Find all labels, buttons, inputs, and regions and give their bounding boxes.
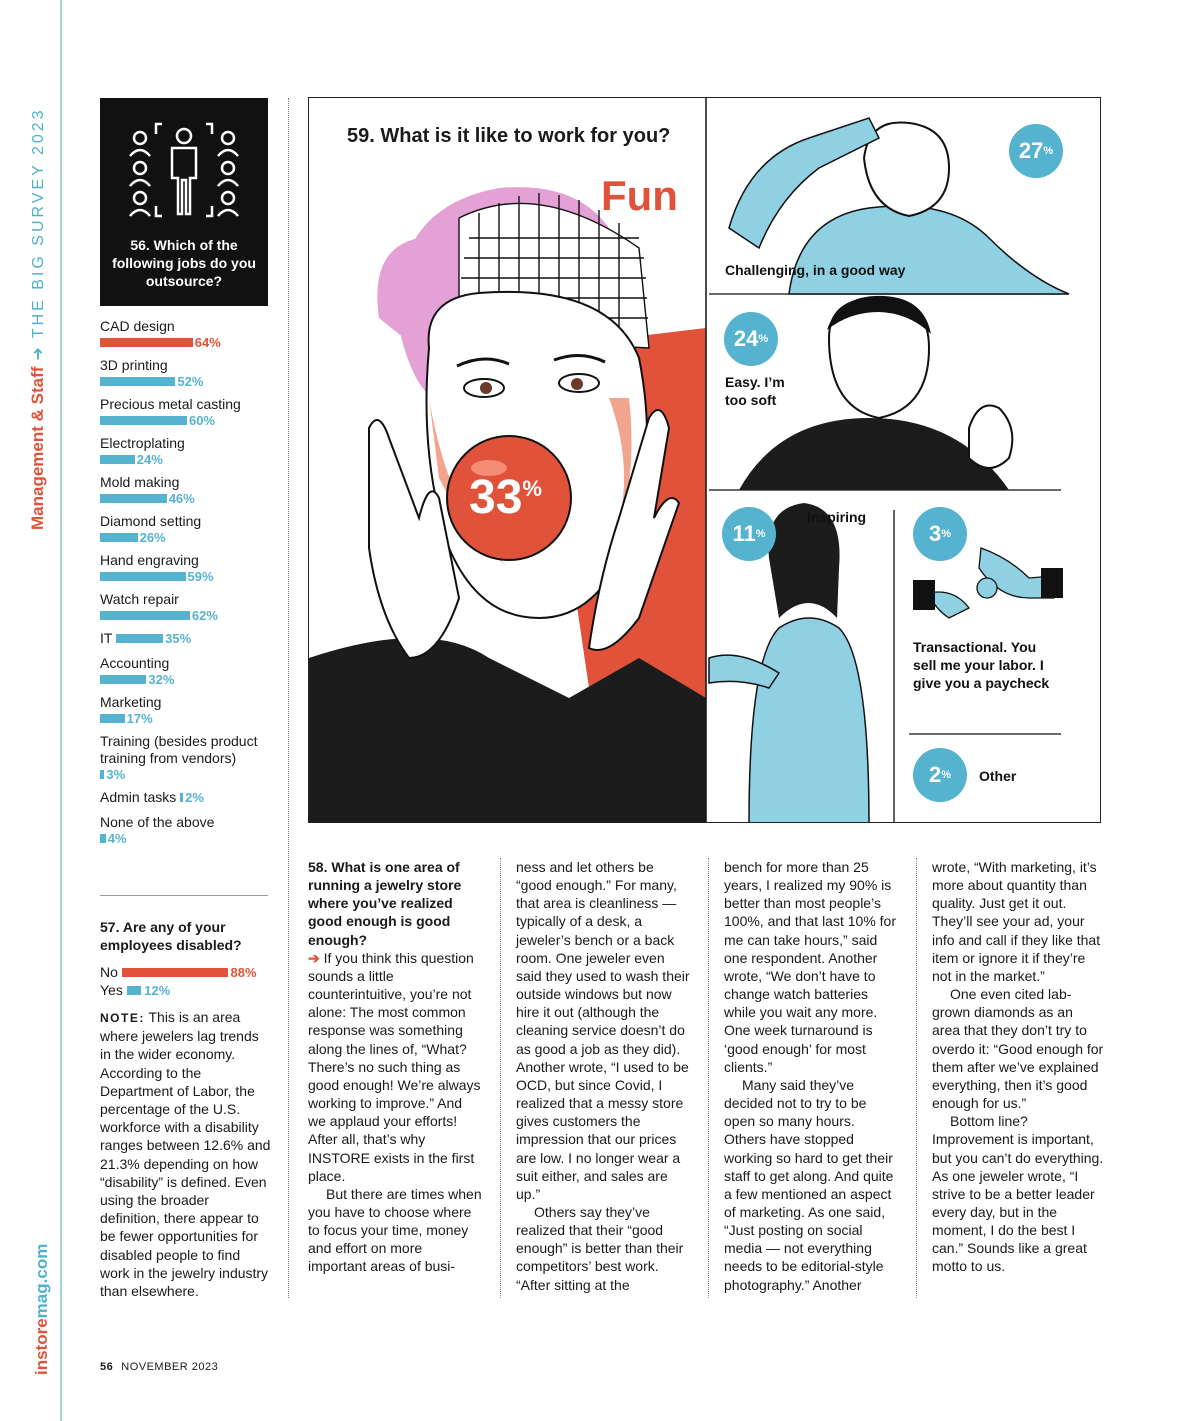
- q57-row-no: [100, 963, 275, 981]
- q56-item: [100, 396, 275, 427]
- column-divider: [288, 98, 289, 1298]
- q56-item-bar-row: [100, 672, 275, 686]
- q56-item: [100, 591, 275, 622]
- q57-yes-pct: 12%: [144, 982, 171, 998]
- q56-item-pct: 35%: [165, 631, 192, 646]
- q56-item-label: CAD design: [100, 318, 175, 334]
- q56-item-label: Watch repair: [100, 591, 179, 607]
- q56-item-bar-row: [100, 452, 275, 466]
- fun-pct-value: 33: [469, 471, 523, 524]
- q56-item-bar: [100, 770, 104, 779]
- q56-item: [100, 474, 275, 505]
- q56-item-bar: [116, 634, 163, 643]
- q57-yes-bar: [127, 986, 141, 995]
- q56-item-label: IT: [100, 630, 113, 646]
- inspiring-label: Inspiring: [807, 509, 867, 525]
- site-name: [22, 1225, 56, 1375]
- column-divider: [708, 858, 709, 1298]
- q56-item-bar: [100, 714, 125, 723]
- article-paragraph: Others say they’ve realized that their “good enough” is better than their competitors’ best work. “After sitting at the: [516, 1203, 684, 1293]
- column-divider: [500, 858, 501, 1298]
- q56-item-label: Electroplating: [100, 435, 185, 451]
- q57-no-pct: 88%: [230, 964, 257, 980]
- article-text: If you think this question sounds a little counterintuitive, you’re not alone: The most common response was something along the lines of, “What? There’s no such thing as good enough! We’re always working to improve.” And we applaud your efforts! After all, that’s why INSTORE exists in the first place.: [308, 949, 481, 1184]
- q56-item-bar: [100, 675, 146, 684]
- q57-title: 57. Are any of your employees disabled?: [100, 919, 242, 953]
- q56-item-bar-row: [100, 711, 275, 725]
- q56-bar-list: [100, 318, 275, 853]
- q56-item: [100, 694, 275, 725]
- q57-no-bar: [122, 968, 228, 977]
- article-paragraph: But there are times when you have to choose where to focus your time, money and effort on more important areas of busi-: [308, 1185, 482, 1275]
- q56-item-bar-row: [100, 491, 275, 505]
- q56-item-pct: 2%: [185, 790, 204, 805]
- fun-label: Fun: [601, 172, 678, 219]
- q56-item-pct: 4%: [107, 830, 127, 846]
- fun-pct-sign: %: [522, 476, 542, 501]
- q56-item-bar-row: [100, 608, 275, 622]
- other-label: Other: [979, 768, 1017, 784]
- transactional-pct-badge: [913, 507, 967, 561]
- q56-item-row: [100, 789, 275, 806]
- q56-item-bar: [180, 793, 183, 802]
- inspiring-pct-sign: %: [755, 528, 766, 540]
- other-pct-badge: [913, 748, 967, 802]
- article-paragraph: Many said they’ve decided not to try to be open so many hours. Others have stopped working so hard to get their staff to get along. And quite a few mentioned an aspect of marketing. As one said, “Just posting on social media — not everything needs to be editorial-style photography.” Another: [724, 1076, 894, 1293]
- q56-item-bar: [100, 533, 138, 542]
- survey-name: THE BIG SURVEY 2023: [30, 107, 47, 339]
- q56-item-label: Precious metal casting: [100, 396, 241, 412]
- q57-yes-label: Yes: [100, 982, 123, 998]
- q56-item-pct: 32%: [148, 671, 175, 687]
- page-number: 56: [100, 1361, 114, 1373]
- q56-item-bar: [100, 416, 187, 425]
- article-column-2: [516, 858, 691, 1294]
- q56-item: [100, 733, 275, 781]
- challenging-pct-badge: [1009, 124, 1063, 178]
- q56-item-pct: 62%: [191, 607, 218, 623]
- q56-item-bar-row: [100, 335, 275, 349]
- q56-item-bar: [100, 834, 106, 843]
- challenging-pct-sign: %: [1043, 145, 1054, 157]
- people-outsourcing-icon: [124, 116, 244, 226]
- article-paragraph: [308, 949, 483, 1185]
- q56-item-label: Marketing: [100, 694, 162, 710]
- easy-pct-badge: [724, 312, 778, 366]
- transactional-label: Transactional. You sell me your labor. I give you a paycheck: [913, 639, 1050, 691]
- q56-item-label: None of the above: [100, 814, 215, 830]
- q56-item-bar: [100, 338, 193, 347]
- q57-no-label: No: [100, 964, 118, 980]
- transactional-pct: 3: [928, 521, 942, 546]
- q56-item: [100, 318, 275, 349]
- article-column-1: [308, 858, 483, 1276]
- divider: [100, 895, 268, 896]
- fun-pct: [469, 470, 542, 525]
- q56-item: [100, 814, 275, 845]
- q56-title: 56. Which of the following jobs do you outsource?: [112, 237, 256, 289]
- q56-item-bar-row: [100, 831, 275, 845]
- article-paragraph: wrote, “With marketing, it’s more about quantity than quality. Just get it out. They’ll see your ad, your info and call if they like that item or ignore it if they’re not in the market.”: [932, 859, 1101, 984]
- q58-title: 58. What is one area of running a jewelry store where you’ve realized good enough is good enough?: [308, 859, 462, 948]
- q56-item-label: Accounting: [100, 655, 170, 671]
- page-footer: [100, 1361, 218, 1373]
- q56-item-pct: 60%: [189, 412, 216, 428]
- q56-item-bar: [100, 494, 167, 503]
- q56-header-box: [100, 98, 268, 306]
- q56-item-row: [100, 630, 275, 647]
- q57-bars: [100, 963, 275, 999]
- q56-item-pct: 59%: [187, 568, 214, 584]
- article-paragraph: Bottom line? Improvement is important, but you can’t do everything. As one jeweler wrote, “I strive to be a better leader every day, but in the moment, I do the best I can.” Sounds like a great motto to us.: [932, 1113, 1104, 1275]
- q56-item-label: Training (besides product training from vendors): [100, 733, 258, 766]
- q57-row-yes: [100, 981, 275, 999]
- section-running-head: [18, 60, 58, 530]
- article-column-3: [724, 858, 899, 1294]
- q56-item: [100, 357, 275, 388]
- q56-item-pct: 3%: [106, 766, 126, 782]
- easy-label: [725, 373, 785, 409]
- q59-title: 59. What is it like to work for you?: [347, 125, 671, 147]
- easy-label-line-2: too soft: [725, 392, 777, 408]
- issue-date: NOVEMBER 2023: [121, 1361, 219, 1373]
- q56-item: [100, 552, 275, 583]
- other-pct: 2: [928, 762, 942, 787]
- q56-item-label: Admin tasks: [100, 789, 177, 805]
- transactional-pct-sign: %: [941, 528, 952, 540]
- other-pct-sign: %: [941, 769, 952, 781]
- inspiring-pct-badge: [722, 507, 776, 561]
- note-text: This is an area where jewelers lag trends in the wider economy. According to the Department of Labor, the percentage of the U.S. workforce with a disability ranges between 12.6% and 21.3% depending on how “disability” is defined. Even using the broader definition, there appear to be fewer opportunities for disabled people to find work in the jewelry industry than elsewhere.: [100, 1009, 271, 1300]
- article-paragraph: One even cited lab-grown diamonds as an area that they don’t try to overdo it: “Good enough for them after we’ve explained everything, then it’s good enough for us.”: [932, 986, 1104, 1112]
- q56-item-label: Mold making: [100, 474, 180, 490]
- q59-illustration: [309, 98, 1101, 823]
- q56-item-bar: [100, 572, 186, 581]
- q56-item-pct: 52%: [177, 373, 204, 389]
- q56-item-pct: 17%: [126, 710, 153, 726]
- q56-item-bar-row: [100, 530, 275, 544]
- article-paragraph: bench for more than 25 years, I realized my 90% is better than most people’s 100%, and that last 10% for me can take hours,” said one respondent. Another wrote, “We don’t have to change watch batteries while you wait any more. One week turnaround is ‘good enough’ for most clients.”: [724, 859, 896, 1075]
- challenging-pct: 27: [1018, 138, 1044, 163]
- q56-item-pct: 24%: [136, 451, 163, 467]
- article-paragraph: ness and let others be “good enough.” For many, that area is cleanliness — typically of a desk, a jeweler’s bench or a back room. One jeweler even said they used to wash their outside windows but now hire it out (although the cleaning service doesn’t do as good a job as they did). Another wrote, “I used to be OCD, but since Covid, I realized that a messy store gives customers the impression that our prices are low. I no longer wear a suit either, and sales are up.”: [516, 859, 690, 1202]
- q56-item: [100, 630, 275, 647]
- q56-item-bar-row: [100, 569, 275, 583]
- q57-note: [100, 1008, 272, 1300]
- q56-item: [100, 789, 275, 806]
- q56-item-pct: 64%: [194, 334, 221, 350]
- q56-item: [100, 513, 275, 544]
- q56-item-bar-row: [100, 413, 275, 427]
- q56-item-bar-row: [100, 767, 275, 781]
- easy-label-line-1: Easy. I’m: [725, 374, 785, 390]
- q56-item: [100, 655, 275, 686]
- edge-rule: [60, 0, 62, 1421]
- q56-item-bar: [100, 611, 190, 620]
- q56-item-bar: [100, 377, 175, 386]
- site-name-part-a: instore: [32, 1318, 51, 1375]
- section-arrow-icon: ➜: [30, 344, 47, 361]
- column-divider: [916, 858, 917, 1298]
- site-name-part-b: mag.com: [32, 1243, 51, 1319]
- challenging-label: Challenging, in a good way: [725, 262, 906, 278]
- q56-item-bar-row: [100, 374, 275, 388]
- easy-pct: 24: [733, 326, 759, 351]
- q56-item: [100, 435, 275, 466]
- q56-item-label: 3D printing: [100, 357, 168, 373]
- q56-item-pct: 46%: [168, 490, 195, 506]
- q56-item-label: Diamond setting: [100, 513, 202, 529]
- article-column-4: [932, 858, 1104, 1276]
- q56-item-bar: [100, 455, 135, 464]
- q56-item-pct: 26%: [139, 529, 166, 545]
- section-category: Management & Staff: [28, 366, 47, 530]
- inspiring-pct: 11: [732, 521, 756, 546]
- note-label: NOTE:: [100, 1011, 145, 1025]
- arrow-right-icon: ➔: [308, 949, 320, 966]
- q59-illustration-panel: [308, 97, 1101, 823]
- easy-pct-sign: %: [758, 333, 769, 345]
- q56-item-label: Hand engraving: [100, 552, 199, 568]
